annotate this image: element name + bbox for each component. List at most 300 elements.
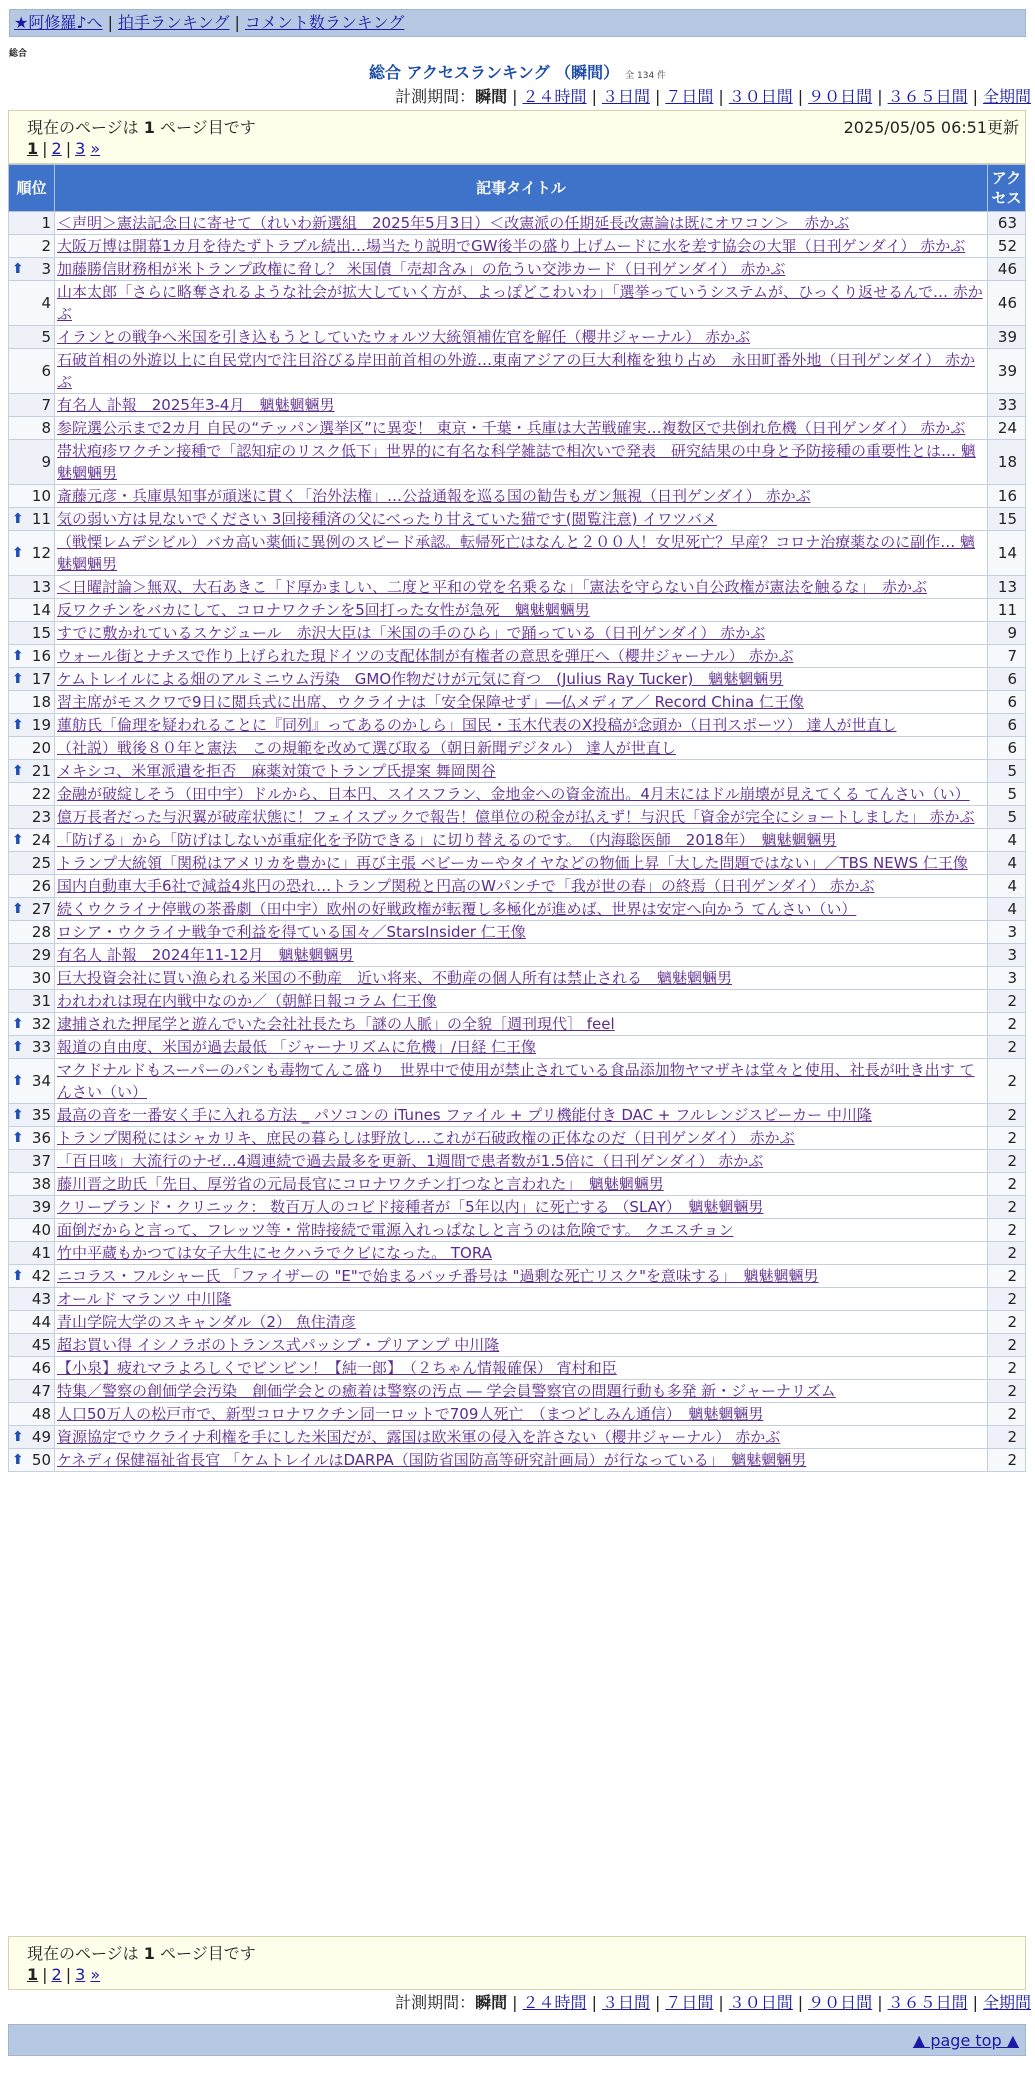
page-link[interactable]: 2 bbox=[51, 1965, 62, 1984]
title-cell bbox=[55, 921, 988, 944]
access-count: 3 bbox=[988, 921, 1026, 944]
table-row bbox=[9, 212, 1026, 235]
period-separator: | bbox=[654, 87, 661, 106]
table-row bbox=[9, 1013, 1026, 1036]
period-link[interactable]: ７日間 bbox=[665, 1993, 714, 2012]
rank-cell bbox=[9, 990, 55, 1013]
rank-number: 20 bbox=[31, 739, 51, 757]
period-separator: | bbox=[512, 1993, 518, 2012]
rank-number: 10 bbox=[31, 487, 51, 505]
title-cell bbox=[55, 1196, 988, 1219]
table-row bbox=[9, 1311, 1026, 1334]
page-link-current: 1 bbox=[27, 139, 39, 158]
rank-cell bbox=[9, 235, 55, 258]
rank-cell bbox=[9, 212, 55, 235]
table-row bbox=[9, 1426, 1026, 1449]
article-title-link[interactable]: ＜声明＞憲法記念日に寄せて（れいわ新選組 2025年5月3日）＜改憲派の任期延長改憲論は既にオワコン＞ 赤かぶ bbox=[57, 214, 850, 232]
title-cell bbox=[55, 622, 988, 645]
period-link[interactable]: ３０日間 bbox=[728, 1993, 793, 2012]
title-cell bbox=[55, 599, 988, 622]
access-count: 9 bbox=[988, 622, 1026, 645]
table-row bbox=[9, 1449, 1026, 1472]
article-title-link[interactable]: 国内自動車大手6社で減益4兆円の恐れ…トランプ関税と円高のWパンチで「我が世の春」の終焉（日刊ゲンダイ） 赤かぶ bbox=[57, 877, 875, 895]
updated-timestamp: 2025/05/05 06:51更新 bbox=[843, 118, 1019, 137]
period-separator: | bbox=[591, 87, 597, 106]
title-cell bbox=[55, 829, 988, 852]
access-count: 14 bbox=[988, 531, 1026, 576]
rank-cell bbox=[9, 417, 55, 440]
rank-cell bbox=[9, 875, 55, 898]
rank-cell bbox=[9, 394, 55, 417]
up-arrow-icon: ⬆ bbox=[12, 545, 24, 561]
article-title-link[interactable]: 特集／警察の創価学会汚染 創価学会との癒着は警察の汚点 ― 学会員警察官の問題行動も多発 新・ジャーナリズム bbox=[57, 1382, 836, 1400]
rank-number: 7 bbox=[41, 396, 51, 414]
title-column-header: 記事タイトル bbox=[55, 165, 988, 212]
period-separator: | bbox=[797, 87, 804, 106]
rank-number: 1 bbox=[41, 214, 51, 232]
article-title-link[interactable]: トランプ関税にはシャカリキ、庶民の暮らしは野放し…これが石破政権の正体なのだ（日刊ゲンダイ） 赤かぶ bbox=[57, 1129, 795, 1147]
access-count: 13 bbox=[988, 576, 1026, 599]
rank-number: 8 bbox=[41, 419, 51, 437]
rank-cell bbox=[9, 622, 55, 645]
current-page-text bbox=[27, 115, 256, 138]
rank-number: 31 bbox=[31, 992, 51, 1010]
table-row bbox=[9, 576, 1026, 599]
period-link[interactable]: ３日間 bbox=[601, 87, 650, 106]
title-cell bbox=[55, 668, 988, 691]
table-row bbox=[9, 485, 1026, 508]
article-title-link[interactable]: （社説）戦後８０年と憲法 この規範を改めて選び取る（朝日新聞デジタル） 達人が世直し bbox=[57, 739, 676, 757]
table-header-row bbox=[9, 165, 1026, 212]
title-cell bbox=[55, 349, 988, 394]
rank-cell bbox=[9, 1196, 55, 1219]
title-cell bbox=[55, 852, 988, 875]
rank-cell bbox=[9, 1013, 55, 1036]
rank-cell bbox=[9, 898, 55, 921]
rank-number: 2 bbox=[41, 237, 51, 255]
page-link[interactable]: 3 bbox=[75, 139, 86, 158]
access-count: 4 bbox=[988, 898, 1026, 921]
rank-number: 14 bbox=[31, 601, 51, 619]
article-title-link[interactable]: すでに敷かれているスケジュール 赤沢大臣は「米国の手のひら」で踊っている（日刊ゲンダイ） 赤かぶ bbox=[57, 624, 766, 642]
page-separator: | bbox=[42, 1965, 48, 1984]
up-arrow-icon: ⬆ bbox=[12, 832, 24, 848]
rank-cell bbox=[9, 645, 55, 668]
period-link[interactable]: ２４時間 bbox=[522, 1993, 587, 2012]
rank-cell bbox=[9, 1288, 55, 1311]
table-row bbox=[9, 1196, 1026, 1219]
page-title-text: 総合 アクセスランキング （瞬間） bbox=[368, 63, 620, 82]
article-title-link[interactable]: 超お買い得 イシノラボのトランス式パッシブ・プリアンプ 中川隆 bbox=[57, 1336, 500, 1354]
article-title-link[interactable]: 【小泉】疲れマラよろしくでビンビン！【純一郎】 （２ちゃん情報確保） 宵村和臣 bbox=[57, 1359, 617, 1377]
period-current: 瞬間 bbox=[475, 1993, 508, 2012]
rank-cell bbox=[9, 760, 55, 783]
access-count: 16 bbox=[988, 485, 1026, 508]
table-row bbox=[9, 990, 1026, 1013]
article-title-link[interactable]: 巨大投資会社に買い漁られる米国の不動産 近い将来、不動産の個人所有は禁止される 魑魅魍魎男 bbox=[57, 969, 733, 987]
home-link[interactable]: ★阿修羅♪へ bbox=[14, 13, 103, 32]
rank-cell bbox=[9, 258, 55, 281]
article-title-link[interactable]: ウォール街とナチスで作り上げられた現ドイツの支配体制が有権者の意思を弾圧へ（櫻井ジャーナル） 赤かぶ bbox=[57, 647, 794, 665]
title-cell bbox=[55, 576, 988, 599]
table-row bbox=[9, 921, 1026, 944]
access-count: 11 bbox=[988, 599, 1026, 622]
rank-cell bbox=[9, 737, 55, 760]
article-title-link[interactable]: ＜日曜討論＞無双、大石あきこ「ド厚かましい、二度と平和の党を名乗るな」「憲法を守らない自公政権が憲法を触るな」 赤かぶ bbox=[57, 578, 928, 596]
article-title-link[interactable]: 報道の自由度、米国が過去最低 「ジャーナリズムに危機」/日経 仁王像 bbox=[57, 1038, 536, 1056]
article-title-link[interactable]: 大阪万博は開幕1カ月を待たずトラブル続出…場当たり説明でGW後半の盛り上げムードに水を差す協会の大罪（日刊ゲンダイ） 赤かぶ bbox=[57, 237, 966, 255]
article-title-link[interactable]: ケムトレイルによる畑のアルミニウム汚染 GMO作物だけが元気に育つ (Julius Ray Tucker) 魑魅魍魎男 bbox=[57, 670, 784, 688]
title-cell bbox=[55, 1380, 988, 1403]
table-row bbox=[9, 1150, 1026, 1173]
title-cell bbox=[55, 281, 988, 326]
article-title-link[interactable]: 続くウクライナ停戦の茶番劇（田中宇）欧州の好戦政権が転覆し多極化が進めば、世界は安定へ向かう てんさい（い） bbox=[57, 900, 857, 918]
table-row bbox=[9, 829, 1026, 852]
rank-number: 39 bbox=[31, 1198, 51, 1216]
period-selector-bottom bbox=[395, 1993, 1031, 2013]
article-title-link[interactable]: 逮捕された押尾学と遊んでいた会社社長たち「謎の人脈」の全貌［週刊現代］ feel bbox=[57, 1015, 615, 1033]
title-cell bbox=[55, 326, 988, 349]
access-count: 2 bbox=[988, 1403, 1026, 1426]
title-cell bbox=[55, 1449, 988, 1472]
title-cell bbox=[55, 737, 988, 760]
title-cell bbox=[55, 1242, 988, 1265]
period-separator: | bbox=[972, 87, 978, 106]
table-row bbox=[9, 235, 1026, 258]
period-link[interactable]: ９０日間 bbox=[808, 87, 873, 106]
footer-bar bbox=[8, 2024, 1026, 2056]
rank-cell bbox=[9, 1036, 55, 1059]
rank-number: 6 bbox=[41, 362, 51, 380]
title-cell bbox=[55, 508, 988, 531]
title-cell bbox=[55, 485, 988, 508]
title-cell bbox=[55, 394, 988, 417]
rank-number: 48 bbox=[31, 1405, 51, 1423]
article-title-link[interactable]: （戦慄レムデシビル）バカ高い薬価に異例のスピード承認。転帰死亡はなんと２００人！女児死亡？早産？コロナ治療薬なのに副作… 魑魅魍魎男 bbox=[57, 533, 975, 573]
access-count: 15 bbox=[988, 508, 1026, 531]
access-count: 2 bbox=[988, 1150, 1026, 1173]
article-title-link[interactable]: 参院選公示まで2カ月 自民の“テッパン選挙区”に異変！ 東京・千葉・兵庫は大苦戦確実…複数区で共倒れ危機（日刊ゲンダイ） 赤かぶ bbox=[57, 419, 966, 437]
access-count: 2 bbox=[988, 1036, 1026, 1059]
table-row bbox=[9, 281, 1026, 326]
access-count: 4 bbox=[988, 875, 1026, 898]
nav-separator: | bbox=[234, 13, 240, 32]
article-title-link[interactable]: 石破首相の外遊以上に自民党内で注目浴びる岸田前首相の外遊…東南アジアの巨大利権を独り占め 永田町番外地（日刊ゲンダイ） 赤かぶ bbox=[57, 351, 975, 391]
title-cell bbox=[55, 440, 988, 485]
rank-cell bbox=[9, 1219, 55, 1242]
title-cell bbox=[55, 235, 988, 258]
article-title-link[interactable]: 加藤勝信財務相が米トランプ政権に脅し？ 米国債「売却含み」の危うい交渉カード（日刊ゲンダイ） 赤かぶ bbox=[57, 260, 786, 278]
page-links bbox=[27, 1965, 100, 1984]
access-count: 3 bbox=[988, 967, 1026, 990]
article-title-link[interactable]: 帯状疱疹ワクチン接種で「認知症のリスク低下」世界的に有名な科学雑誌で相次いで発表 研究結果の中身と予防接種の重要性とは… 魑魅魍魎男 bbox=[57, 442, 976, 482]
rank-cell bbox=[9, 1059, 55, 1104]
table-row bbox=[9, 691, 1026, 714]
title-cell bbox=[55, 1403, 988, 1426]
access-count: 4 bbox=[988, 829, 1026, 852]
period-separator: | bbox=[654, 1993, 661, 2012]
rank-cell bbox=[9, 852, 55, 875]
table-row bbox=[9, 1334, 1026, 1357]
period-separator: | bbox=[972, 1993, 978, 2012]
table-row bbox=[9, 417, 1026, 440]
access-count: 6 bbox=[988, 714, 1026, 737]
ranking-table bbox=[8, 164, 1026, 1472]
article-title-link[interactable]: 習主席がモスクワで9日に閲兵式に出席、ウクライナは「安全保障せず」―仏メディア／ Record China 仁王像 bbox=[57, 693, 804, 711]
title-cell bbox=[55, 967, 988, 990]
title-cell bbox=[55, 1265, 988, 1288]
period-link[interactable]: ２４時間 bbox=[522, 87, 587, 106]
title-cell bbox=[55, 1219, 988, 1242]
up-arrow-icon: ⬆ bbox=[12, 671, 24, 687]
table-row bbox=[9, 1265, 1026, 1288]
table-row bbox=[9, 1219, 1026, 1242]
access-count: 2 bbox=[988, 1288, 1026, 1311]
comment-ranking-link[interactable]: コメント数ランキング bbox=[244, 13, 405, 32]
table-row bbox=[9, 1059, 1026, 1104]
title-cell bbox=[55, 1150, 988, 1173]
table-row bbox=[9, 1242, 1026, 1265]
page-title bbox=[0, 60, 1035, 83]
up-arrow-icon: ⬆ bbox=[12, 1039, 24, 1055]
page-link[interactable]: 2 bbox=[51, 139, 62, 158]
rank-number: 49 bbox=[31, 1428, 51, 1446]
rank-cell bbox=[9, 944, 55, 967]
rank-cell bbox=[9, 531, 55, 576]
access-count: 18 bbox=[988, 440, 1026, 485]
article-title-link[interactable]: マクドナルドもスーパーのパンも毒物てんこ盛り 世界中で使用が禁止されている食品添加物ヤマザキは堂々と使用、社長が吐き出す てんさい（い） bbox=[57, 1061, 975, 1101]
up-arrow-icon: ⬆ bbox=[12, 511, 24, 527]
article-title-link[interactable]: クリーブランド・クリニック： 数百万人のコビド接種者が「5年以内」に死亡する （SLAY） 魑魅魍魎男 bbox=[57, 1198, 764, 1216]
rank-number: 24 bbox=[31, 831, 51, 849]
up-arrow-icon: ⬆ bbox=[12, 1073, 24, 1089]
period-link[interactable]: ３６５日間 bbox=[887, 1993, 968, 2012]
table-row bbox=[9, 875, 1026, 898]
title-cell bbox=[55, 875, 988, 898]
period-separator: | bbox=[877, 87, 883, 106]
rank-cell bbox=[9, 1150, 55, 1173]
access-count: 2 bbox=[988, 1173, 1026, 1196]
rank-cell bbox=[9, 1265, 55, 1288]
article-title-link[interactable]: 気の弱い方は見ないでください 3回接種済の父にべったり甘えていた猫です(閲覧注意) イワツバメ bbox=[57, 510, 717, 528]
rank-number: 44 bbox=[31, 1313, 51, 1331]
article-title-link[interactable]: 山本太郎「さらに略奪されるような社会が拡大していく方が、よっぽどこわいわ」「選挙っていうシステムが、ひっくり返せるんで… 赤かぶ bbox=[57, 283, 983, 323]
rank-number: 42 bbox=[31, 1267, 51, 1285]
top-nav-bar bbox=[9, 9, 1026, 37]
access-count: 2 bbox=[988, 1013, 1026, 1036]
article-title-link[interactable]: ニコラス・フルシャー氏 「ファイザーの "E"で始まるバッチ番号は "過剰な死亡リスク"を意味する」 魑魅魍魎男 bbox=[57, 1267, 819, 1285]
rank-cell bbox=[9, 921, 55, 944]
access-count: 6 bbox=[988, 737, 1026, 760]
period-separator: | bbox=[877, 1993, 883, 2012]
period-link[interactable]: 全期間 bbox=[982, 87, 1031, 106]
access-count: 2 bbox=[988, 1196, 1026, 1219]
article-title-link[interactable]: メキシコ、米軍派遣を拒否 麻薬対策でトランプ氏提案 舞岡関谷 bbox=[57, 762, 496, 780]
article-title-link[interactable]: 有名人 訃報 2024年11-12月 魑魅魍魎男 bbox=[57, 946, 354, 964]
article-title-link[interactable]: イランとの戦争へ米国を引き込もうとしていたウォルツ大統領補佐官を解任（櫻井ジャーナル） 赤かぶ bbox=[57, 328, 751, 346]
table-row bbox=[9, 1288, 1026, 1311]
rank-number: 33 bbox=[31, 1038, 51, 1056]
article-title-link[interactable]: 反ワクチンをバカにして、コロナワクチンを5回打った女性が急死 魑魅魍魎男 bbox=[57, 601, 590, 619]
rank-number: 5 bbox=[41, 328, 51, 346]
rank-cell bbox=[9, 485, 55, 508]
article-title-link[interactable]: 「百日咳」大流行のナゼ…4週連続で過去最多を更新、1週間で患者数が1.5倍に（日刊ゲンダイ） 赤かぶ bbox=[57, 1152, 764, 1170]
rank-cell bbox=[9, 967, 55, 990]
article-title-link[interactable]: 蓮舫氏「倫理を疑われることに『同列』ってあるのかしら」国民・玉木代表のX投稿が念頭か（日刊スポーツ） 達人が世直し bbox=[57, 716, 897, 734]
article-title-link[interactable]: 青山学院大学のスキャンダル（2） 魚住清彦 bbox=[57, 1313, 356, 1331]
rank-number: 11 bbox=[31, 510, 51, 528]
access-count: 4 bbox=[988, 852, 1026, 875]
up-arrow-icon: ⬆ bbox=[12, 1016, 24, 1032]
table-row bbox=[9, 806, 1026, 829]
current-page-number: 1 bbox=[143, 118, 155, 137]
rank-number: 47 bbox=[31, 1382, 51, 1400]
access-count: 2 bbox=[988, 1242, 1026, 1265]
current-page-text bbox=[27, 1941, 256, 1964]
access-count: 5 bbox=[988, 760, 1026, 783]
period-link[interactable]: ９０日間 bbox=[808, 1993, 873, 2012]
table-row bbox=[9, 1357, 1026, 1380]
rank-cell bbox=[9, 440, 55, 485]
rank-cell bbox=[9, 508, 55, 531]
period-separator: | bbox=[718, 1993, 724, 2012]
article-title-link[interactable]: ロシア・ウクライナ戦争で利益を得ている国々／StarsInsider 仁王像 bbox=[57, 923, 526, 941]
rank-number: 4 bbox=[41, 294, 51, 312]
title-cell bbox=[55, 1104, 988, 1127]
article-title-link[interactable]: トランプ大統領「関税はアメリカを豊かに」再び主張 ベビーカーやタイヤなどの物価上昇「大した問題ではない」／TBS NEWS 仁王像 bbox=[57, 854, 968, 872]
article-title-link[interactable]: 「防げる」から「防げはしないが重症化を予防できる」に切り替えるのです。 （内海聡医師 2018年） 魑魅魍魎男 bbox=[57, 831, 837, 849]
access-count: 7 bbox=[988, 645, 1026, 668]
rank-number: 30 bbox=[31, 969, 51, 987]
table-row bbox=[9, 349, 1026, 394]
period-selector-top bbox=[395, 87, 1031, 107]
article-title-link[interactable]: 竹中平蔵もかつては女子大生にセクハラでクビになった。 TORA bbox=[57, 1244, 492, 1262]
article-title-link[interactable]: 有名人 訃報 2025年3-4月 魑魅魍魎男 bbox=[57, 396, 335, 414]
article-title-link[interactable]: 資源協定でウクライナ利権を手にした米国だが、露国は欧米軍の侵入を許さない（櫻井ジャーナル） 赤かぶ bbox=[57, 1428, 781, 1446]
rank-number: 36 bbox=[31, 1129, 51, 1147]
period-link[interactable]: ３日間 bbox=[601, 1993, 650, 2012]
title-cell bbox=[55, 1426, 988, 1449]
period-label: 計測期間： bbox=[395, 1993, 476, 2012]
category-label: 総合 bbox=[9, 49, 28, 59]
article-title-link[interactable]: 億万長者だった与沢翼が破産状態に！フェイスブックで報告！億単位の税金が払えず！与沢氏「資金が完全にショートしました」 赤かぶ bbox=[57, 808, 975, 826]
access-count: 46 bbox=[988, 281, 1026, 326]
rank-cell bbox=[9, 349, 55, 394]
next-page-link[interactable]: » bbox=[90, 139, 101, 158]
title-cell bbox=[55, 783, 988, 806]
clap-ranking-link[interactable]: 拍手ランキング bbox=[117, 13, 230, 32]
article-title-link[interactable]: われわれは現在内戦中なのか／（朝鮮日報コラム 仁王像 bbox=[57, 992, 437, 1010]
period-separator: | bbox=[797, 1993, 804, 2012]
up-arrow-icon: ⬆ bbox=[12, 1107, 24, 1123]
article-title-link[interactable]: オールド マランツ 中川隆 bbox=[57, 1290, 232, 1308]
period-link[interactable]: ３０日間 bbox=[728, 87, 793, 106]
access-count: 2 bbox=[988, 1426, 1026, 1449]
table-row bbox=[9, 1127, 1026, 1150]
period-separator: | bbox=[512, 87, 518, 106]
table-row bbox=[9, 737, 1026, 760]
rank-number: 12 bbox=[31, 544, 51, 562]
page-top-link[interactable]: ▲ page top ▲ bbox=[912, 2031, 1019, 2050]
article-title-link[interactable]: 面倒だからと言って、フレッツ等・常時接続で電源入れっぱなしと言うのは危険です。 クエスチョン bbox=[57, 1221, 734, 1239]
rank-cell bbox=[9, 668, 55, 691]
next-page-link[interactable]: » bbox=[90, 1965, 101, 1984]
rank-cell bbox=[9, 806, 55, 829]
article-title-link[interactable]: 人口50万人の松戸市で、新型コロナワクチン同一ロットで709人死亡 （まつどしみん通信） 魑魅魍魎男 bbox=[57, 1405, 764, 1423]
pager-bottom bbox=[8, 1936, 1026, 1990]
rank-cell bbox=[9, 783, 55, 806]
page-separator: | bbox=[42, 139, 48, 158]
title-cell bbox=[55, 1059, 988, 1104]
period-link[interactable]: ７日間 bbox=[665, 87, 714, 106]
nav-separator: | bbox=[107, 13, 113, 32]
page-link[interactable]: 3 bbox=[75, 1965, 86, 1984]
access-column-header: アクセス bbox=[988, 165, 1026, 212]
article-title-link[interactable]: 斎藤元彦・兵庫県知事が頑迷に貫く「治外法権」…公益通報を巡る国の勧告もガン無視（日刊ゲンダイ） 赤かぶ bbox=[57, 487, 811, 505]
table-row bbox=[9, 852, 1026, 875]
pager-top bbox=[8, 110, 1026, 164]
rank-cell bbox=[9, 1242, 55, 1265]
page-links bbox=[27, 139, 100, 158]
access-count: 2 bbox=[988, 1357, 1026, 1380]
rank-number: 25 bbox=[31, 854, 51, 872]
table-row bbox=[9, 1380, 1026, 1403]
rank-cell bbox=[9, 1104, 55, 1127]
article-title-link[interactable]: 最高の音を一番安く手に入れる方法 _ パソコンの iTunes ファイル + プリ機能付き DAC + フルレンジスピーカー 中川隆 bbox=[57, 1106, 872, 1124]
rank-number: 15 bbox=[31, 624, 51, 642]
table-row bbox=[9, 714, 1026, 737]
period-link[interactable]: ３６５日間 bbox=[887, 87, 968, 106]
table-row bbox=[9, 898, 1026, 921]
period-separator: | bbox=[591, 1993, 597, 2012]
article-title-link[interactable]: ケネディ保健福祉省長官 「ケムトレイルはDARPA（国防省国防高等研究計画局）が行なっている」 魑魅魍魎男 bbox=[57, 1451, 807, 1469]
rank-cell bbox=[9, 1334, 55, 1357]
rank-number: 3 bbox=[41, 260, 51, 278]
rank-number: 40 bbox=[31, 1221, 51, 1239]
title-cell bbox=[55, 990, 988, 1013]
rank-number: 21 bbox=[31, 762, 51, 780]
rank-number: 29 bbox=[31, 946, 51, 964]
rank-cell bbox=[9, 576, 55, 599]
article-title-link[interactable]: 藤川晋之助氏「先日、厚労省の元局長官にコロナワクチン打つなと言われた」 魑魅魍魎男 bbox=[57, 1175, 664, 1193]
table-row bbox=[9, 531, 1026, 576]
table-row bbox=[9, 1403, 1026, 1426]
rank-number: 22 bbox=[31, 785, 51, 803]
title-cell bbox=[55, 1173, 988, 1196]
rank-cell bbox=[9, 1380, 55, 1403]
up-arrow-icon: ⬆ bbox=[12, 901, 24, 917]
period-current: 瞬間 bbox=[475, 87, 508, 106]
current-page-number: 1 bbox=[143, 1944, 155, 1963]
rank-number: 37 bbox=[31, 1152, 51, 1170]
rank-cell bbox=[9, 829, 55, 852]
rank-number: 23 bbox=[31, 808, 51, 826]
access-count: 3 bbox=[988, 944, 1026, 967]
page-separator: | bbox=[65, 139, 72, 158]
rank-number: 43 bbox=[31, 1290, 51, 1308]
rank-number: 9 bbox=[41, 453, 51, 471]
access-count: 46 bbox=[988, 258, 1026, 281]
rank-number: 46 bbox=[31, 1359, 51, 1377]
rank-number: 19 bbox=[31, 716, 51, 734]
table-row bbox=[9, 645, 1026, 668]
up-arrow-icon: ⬆ bbox=[12, 648, 24, 664]
period-link[interactable]: 全期間 bbox=[982, 1993, 1031, 2012]
article-title-link[interactable]: 金融が破綻しそう（田中宇）ドルから、日本円、スイスフラン、金地金への資金流出。4月末にはドル崩壊が見えてくる てんさい（い） bbox=[57, 785, 970, 803]
rank-cell bbox=[9, 281, 55, 326]
current-page-prefix: 現在のページは bbox=[27, 1944, 139, 1963]
access-count: 2 bbox=[988, 1219, 1026, 1242]
